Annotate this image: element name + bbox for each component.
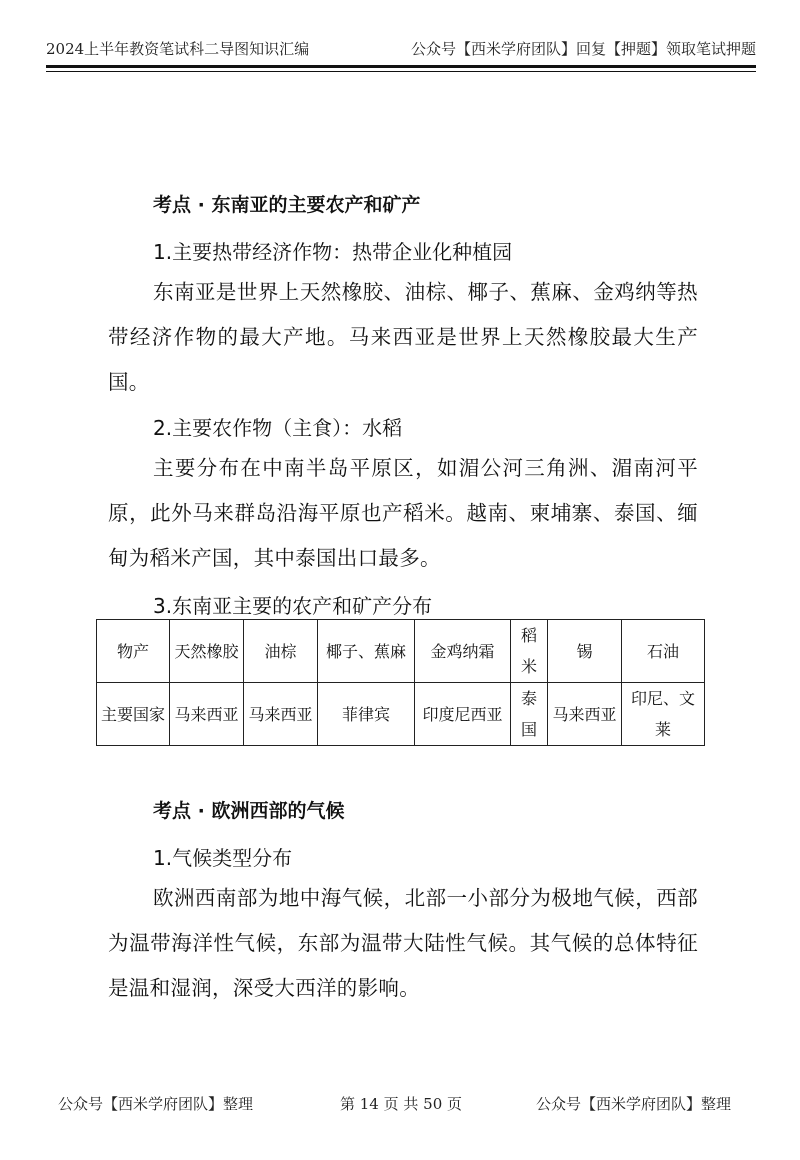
table-cell: 椰子、蕉麻 [318,620,415,683]
products-table [96,619,705,746]
table-header-row [97,620,705,683]
section-title-western-europe: 考点 · 欧洲西部的气候 [153,800,345,822]
table-cell: 印度尼西亚 [415,683,511,746]
header-rule-thick [46,65,756,68]
table-cell: 泰国 [511,683,548,746]
table-cell: 印尼、文莱 [622,683,705,746]
table-cell: 稻米 [511,620,548,683]
subhead-tropical-crops: 1.主要热带经济作物：热带企业化种植园 [153,240,513,264]
table-cell: 天然橡胶 [170,620,244,683]
table-cell: 锡 [548,620,622,683]
header-rule-thin [46,71,756,72]
footer-left: 公众号【西米学府团队】整理 [58,1095,254,1113]
table-cell: 马来西亚 [170,683,244,746]
table-cell: 菲律宾 [318,683,415,746]
table-cell: 马来西亚 [244,683,318,746]
paragraph-tropical-crops: 东南亚是世界上天然橡胶、油棕、椰子、蕉麻、金鸡纳等热带经济作物的最大产地。马来西亚是世界上天然橡胶最大生产国。 [108,280,698,394]
subhead-climate-types: 1.气候类型分布 [153,846,293,870]
paragraph-climate: 欧洲西南部为地中海气候，北部一小部分为极地气候，西部为温带海洋性气候，东部为温带大陆性气候。其气候的总体特征是温和湿润，深受大西洋的影响。 [108,886,698,1000]
section-title-southeast-asia: 考点 · 东南亚的主要农产和矿产 [153,194,421,216]
subhead-main-crops: 2.主要农作物（主食）：水稻 [153,416,403,440]
paragraph-rice: 主要分布在中南半岛平原区，如湄公河三角洲、湄南河平原，此外马来群岛沿海平原也产稻米。越南、柬埔寨、泰国、缅甸为稻米产国，其中泰国出口最多。 [108,456,698,570]
header-doc-title: 2024上半年教资笔试科二导图知识汇编 [46,40,310,58]
table-cell: 物产 [97,620,170,683]
table-cell: 油棕 [244,620,318,683]
subhead-distribution: 3.东南亚主要的农产和矿产分布 [153,594,433,618]
table-cell: 马来西亚 [548,683,622,746]
footer-page-number: 第 14 页 共 50 页 [340,1095,463,1113]
footer-right: 公众号【西米学府团队】整理 [536,1095,732,1113]
table-cell: 金鸡纳霜 [415,620,511,683]
header-promo: 公众号【西米学府团队】回复【押题】领取笔试押题 [410,40,756,58]
table-row [97,683,705,746]
table-cell: 石油 [622,620,705,683]
table-cell: 主要国家 [97,683,170,746]
